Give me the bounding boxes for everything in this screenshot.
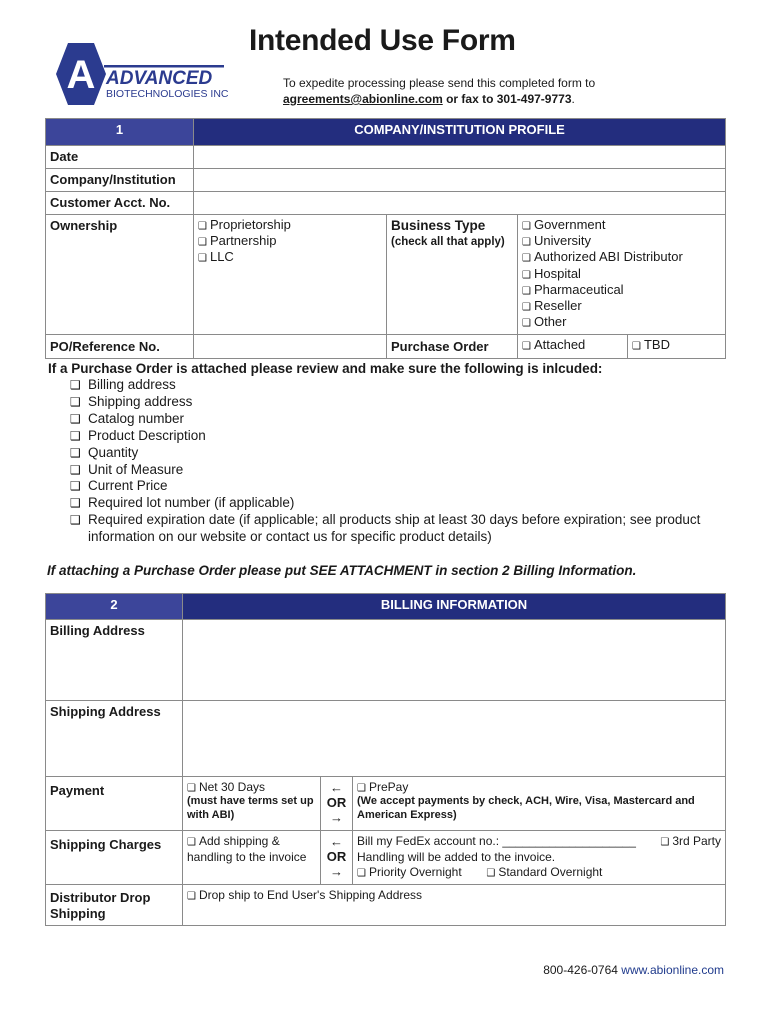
business-type-option[interactable]: ❑ University [522, 234, 721, 250]
date-label: Date [46, 146, 194, 169]
shipping-address-field[interactable] [183, 701, 726, 777]
section-heading: BILLING INFORMATION [183, 594, 726, 620]
po-checklist-item[interactable]: ❑ Unit of Measure [70, 461, 184, 477]
checkbox-icon: ❑ [187, 783, 196, 794]
or-arrows: ← OR → [321, 777, 353, 831]
business-type-option[interactable]: ❑ Hospital [522, 267, 721, 283]
priority-overnight-option[interactable]: ❑ Priority Overnight [357, 865, 462, 879]
shipping-charges-label: Shipping Charges [46, 831, 183, 885]
business-type-label: Business Type (check all that apply) [387, 215, 518, 335]
business-type-option[interactable]: ❑ Government [522, 218, 721, 234]
net30-option[interactable]: ❑ Net 30 Days (must have terms set up with ABI) [183, 777, 321, 831]
po-checklist-item[interactable]: ❑ Quantity [70, 444, 139, 460]
checkbox-icon: ❑ [198, 253, 207, 265]
billing-address-field[interactable] [183, 620, 726, 701]
account-field[interactable] [194, 192, 726, 215]
checkbox-icon: ❑ [522, 221, 531, 232]
company-profile-table [45, 118, 726, 359]
email-link[interactable]: agreements@abionline.com [283, 92, 443, 106]
po-attachment-note: If attaching a Purchase Order please put SEE ATTACHMENT in section 2 Billing Information. [47, 563, 637, 578]
checkbox-icon: ❑ [70, 411, 81, 426]
checkbox-icon: ❑ [198, 221, 207, 232]
arrow-right-icon: → [330, 864, 343, 879]
checkbox-icon: ❑ [522, 302, 531, 314]
checkbox-icon: ❑ [522, 269, 531, 281]
standard-overnight-option[interactable]: ❑ Standard Overnight [486, 865, 603, 879]
company-logo [46, 38, 236, 110]
checkbox-icon: ❑ [70, 445, 81, 460]
intro-text: To expedite processing please send this completed form to agreements@abionline.com or fax to 301-497-9773. [283, 76, 596, 106]
arrow-left-icon: ← [330, 780, 343, 795]
checkbox-icon: ❑ [187, 837, 196, 848]
business-type-options [518, 215, 726, 335]
footer-phone: 800-426-0764 [543, 963, 618, 977]
company-field[interactable] [194, 169, 726, 192]
or-arrows: ← OR → [321, 831, 353, 885]
handling-note: Handling will be added to the invoice. [357, 850, 556, 864]
fax-text: or fax to 301-497-9773 [442, 92, 572, 106]
po-tbd-option[interactable]: ❑ TBD [628, 335, 726, 359]
purchase-order-label: Purchase Order [387, 335, 518, 359]
date-field[interactable] [194, 146, 726, 169]
po-checklist-item[interactable]: ❑ Required lot number (if applicable) [70, 495, 295, 511]
checkbox-icon: ❑ [70, 378, 81, 392]
checkbox-icon: ❑ [70, 479, 81, 494]
drop-shipping-label: Distributor Drop Shipping [46, 885, 183, 926]
checkbox-icon: ❑ [70, 513, 81, 528]
fedex-account-options [353, 831, 726, 885]
billing-address-label: Billing Address [46, 620, 183, 701]
po-checklist-item[interactable]: ❑ Current Price [70, 478, 168, 494]
ownership-label: Ownership [46, 215, 194, 335]
po-attached-option[interactable]: ❑ Attached [518, 335, 628, 359]
checkbox-icon: ❑ [522, 285, 531, 297]
checkbox-icon: ❑ [522, 341, 531, 353]
logo-letter: A [66, 53, 96, 97]
arrow-left-icon: ← [330, 834, 343, 849]
ownership-option[interactable]: ❑ Proprietorship [198, 218, 382, 234]
third-party-option[interactable]: ❑ 3rd Party [660, 834, 722, 848]
checkbox-icon: ❑ [187, 891, 196, 902]
ownership-option[interactable]: ❑ Partnership [198, 234, 382, 250]
footer-website-link[interactable]: www.abionline.com [621, 963, 724, 977]
footer [543, 963, 724, 977]
po-checklist-item[interactable]: ❑ Catalog number [70, 410, 185, 426]
checkbox-icon: ❑ [522, 318, 531, 330]
checkbox-icon: ❑ [70, 394, 81, 409]
checkbox-icon: ❑ [660, 837, 670, 848]
shipping-address-label: Shipping Address [46, 701, 183, 777]
billing-information-table [45, 593, 726, 926]
prepay-option[interactable]: ❑ PrePay (We accept payments by check, ACH, Wire, Visa, Mastercard and American Express) [353, 777, 726, 831]
intro-line: To expedite processing please send this completed form to [283, 76, 596, 90]
checkbox-icon: ❑ [357, 868, 366, 879]
po-label: PO/Reference No. [46, 335, 194, 359]
po-checklist-heading: If a Purchase Order is attached please review and make sure the following is inlcuded: [48, 361, 603, 376]
checkbox-icon: ❑ [522, 253, 531, 265]
section-heading: COMPANY/INSTITUTION PROFILE [194, 119, 726, 146]
checkbox-icon: ❑ [486, 868, 496, 879]
po-checklist-item[interactable]: ❑ Billing address [70, 377, 176, 392]
checkbox-icon: ❑ [357, 783, 366, 794]
business-type-option[interactable]: ❑ Reseller [522, 299, 721, 315]
checkbox-icon: ❑ [70, 462, 81, 477]
ownership-option[interactable]: ❑ LLC [198, 250, 382, 266]
account-label: Customer Acct. No. [46, 192, 194, 215]
po-checklist-item[interactable]: ❑ Shipping address [70, 393, 193, 409]
checkbox-icon: ❑ [632, 341, 641, 353]
checkbox-icon: ❑ [522, 237, 531, 249]
po-checklist-item[interactable]: ❑ Required expiration date (if applicable; all products ship at least 30 days before expiration; see product information on our website or contact us for specific product details) [70, 512, 701, 545]
logo-subname: BIOTECHNOLOGIES INC [106, 88, 229, 100]
po-checklist-item[interactable]: ❑ Product Description [70, 427, 206, 443]
arrow-right-icon: → [330, 810, 343, 825]
ownership-options [194, 215, 387, 335]
fedex-account-field[interactable]: Bill my FedEx account no.: ____________________ [357, 834, 636, 848]
page-title: Intended Use Form [249, 24, 516, 57]
checkbox-icon: ❑ [70, 428, 81, 443]
company-label: Company/Institution [46, 169, 194, 192]
add-shipping-option[interactable]: ❑ Add shipping & handling to the invoice [183, 831, 321, 885]
payment-label: Payment [46, 777, 183, 831]
section-number: 1 [46, 119, 194, 146]
business-type-option[interactable]: ❑ Authorized ABI Distributor [522, 250, 721, 266]
logo-name: ADVANCED [106, 68, 213, 89]
checkbox-icon: ❑ [198, 237, 207, 249]
section-number: 2 [46, 594, 183, 620]
po-field[interactable] [194, 335, 387, 359]
business-type-option[interactable]: ❑ Pharmaceutical [522, 283, 721, 299]
checkbox-icon: ❑ [70, 496, 81, 511]
business-type-option[interactable]: ❑ Other [522, 315, 721, 331]
po-checklist [48, 361, 748, 546]
drop-ship-option[interactable]: ❑ Drop ship to End User's Shipping Address [183, 885, 726, 926]
